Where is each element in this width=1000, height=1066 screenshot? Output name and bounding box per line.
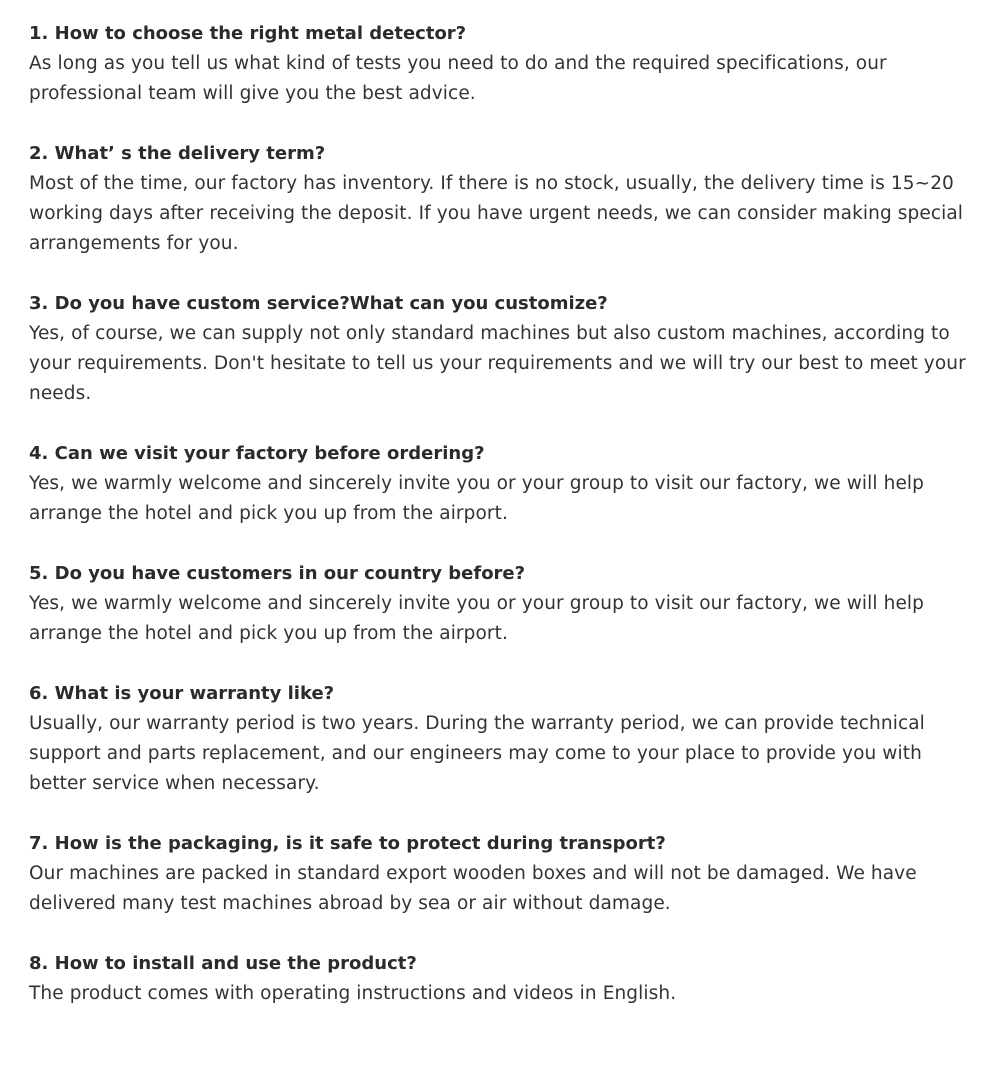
faq-question: 7. How is the packaging, is it safe to protect during transport? bbox=[29, 833, 666, 854]
faq-question: 6. What is your warranty like? bbox=[29, 683, 335, 704]
faq-answer: Our machines are packed in standard export wooden boxes and will not be damaged. We have delivered many test machines abroad by sea or air without damage. bbox=[29, 863, 917, 914]
faq-item-4 bbox=[29, 439, 979, 529]
faq-item-1 bbox=[29, 19, 979, 109]
faq-item-2 bbox=[29, 139, 979, 259]
faq-item-3 bbox=[29, 289, 979, 409]
faq-item-5 bbox=[29, 559, 979, 649]
faq-answer: Most of the time, our factory has inventory. If there is no stock, usually, the delivery time is 15~20 working days after receiving the deposit. If you have urgent needs, we can consider making special arrangements for you. bbox=[29, 173, 964, 254]
faq-answer: Yes, of course, we can supply not only standard machines but also custom machines, according to your requirements. Don't hesitate to tell us your requirements and we will try our best to meet your needs. bbox=[29, 323, 966, 404]
faq-item-7 bbox=[29, 829, 979, 919]
faq-question: 5. Do you have customers in our country before? bbox=[29, 563, 526, 584]
faq-question: 3. Do you have custom service?What can you customize? bbox=[29, 293, 608, 314]
faq-item-8 bbox=[29, 949, 979, 1009]
faq-answer: As long as you tell us what kind of tests you need to do and the required specifications, our professional team will give you the best advice. bbox=[29, 53, 887, 104]
faq-question: 1. How to choose the right metal detector? bbox=[29, 23, 467, 44]
faq-answer: Yes, we warmly welcome and sincerely invite you or your group to visit our factory, we will help arrange the hotel and pick you up from the airport. bbox=[29, 593, 925, 644]
faq-answer: The product comes with operating instructions and videos in English. bbox=[29, 983, 677, 1004]
faq-answer: Yes, we warmly welcome and sincerely invite you or your group to visit our factory, we will help arrange the hotel and pick you up from the airport. bbox=[29, 473, 925, 524]
faq-question: 8. How to install and use the product? bbox=[29, 953, 417, 974]
faq-list bbox=[29, 19, 979, 1039]
faq-item-6 bbox=[29, 679, 979, 799]
faq-question: 2. What’ s the delivery term? bbox=[29, 143, 326, 164]
faq-question: 4. Can we visit your factory before ordering? bbox=[29, 443, 485, 464]
faq-answer: Usually, our warranty period is two years. During the warranty period, we can provide technical support and parts replacement, and our engineers may come to your place to provide you with better service when necessary. bbox=[29, 713, 925, 794]
